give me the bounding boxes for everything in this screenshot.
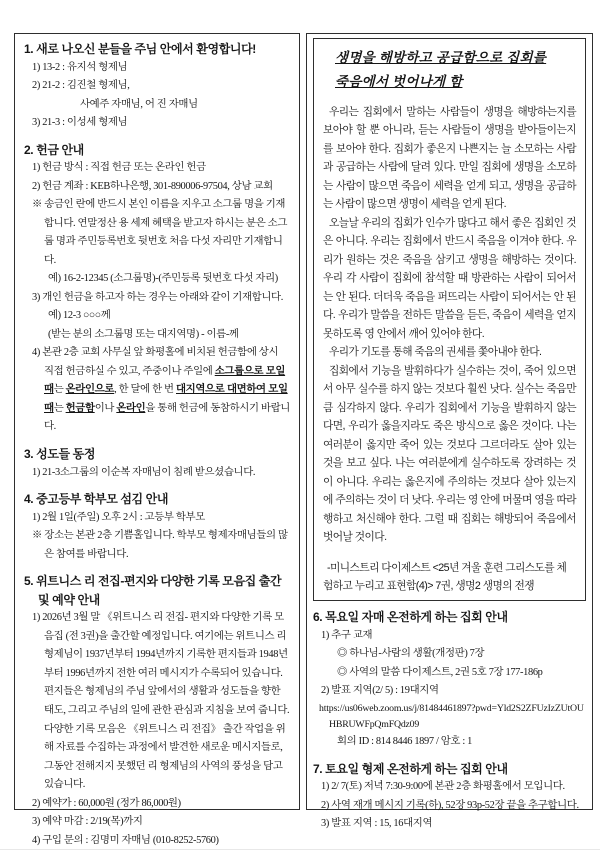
list-item: 1) 추구 교재	[321, 629, 373, 641]
excerpt-title-line1: 생명을 해방하고 공급함으로 집회를	[335, 50, 547, 65]
right-column-box	[306, 33, 593, 830]
section-welcome	[24, 40, 290, 133]
excerpt-paragraph: 오늘날 우리의 집회가 인수가 많다고 해서 좋은 집회인 것은 아니다. 우리는 집회에서 반드시 죽음을 이겨야 한다. 우리가 원하는 것은 죽음을 삼키고 생명을 해방하는 것이다. 우리 각 사람이 집회에 참석할 때 방관하는 사람이 되어서는 안 된다. 더더욱 죽음을 퍼뜨리는 사람이 되어서는 안 된다. 우리가 말씀을 전하든 말씀을 듣든, 죽음이 세력을 얻지 못하도록 영 안에서 깨어 있어야 한다.	[323, 216, 576, 340]
section-heading: 2. 헌금 안내	[24, 142, 84, 157]
list-item-continuation: 사예주 자매님, 어 진 자매님	[80, 98, 198, 110]
list-item: 2) 21-2 : 김진철 형제님,	[32, 80, 130, 92]
meeting-id-line: 회의 ID : 814 8446 1897 / 암호 : 1	[337, 736, 472, 748]
section-offering	[24, 141, 290, 437]
section-heading: 7. 토요일 형제 온전하게 하는 집회 안내	[313, 761, 508, 776]
list-item: 1) 2월 1일(주일) 오후 2시 : 고등부 학부모	[32, 511, 205, 523]
excerpt-title-line2: 죽음에서 벗어나게 함	[335, 74, 463, 90]
list-item: 1) 13-2 : 유지석 형제님	[32, 61, 128, 73]
list-item: 3) 예약 마감 : 2/19(목)까지	[32, 816, 143, 828]
example-line: 예) 16-2-12345 (소그룹명)-(주민등록 뒷번호 다섯 자리)	[48, 273, 278, 285]
section-thursday-sisters-meeting	[313, 608, 586, 751]
list-item: 1) 2026년 3월 말 《위트니스 리 전집- 편지와 다양한 기록 모음집 (전 3권)을 출간할 예정입니다. 여기에는 위트니스 리 형제님이 1937년부터 1994년까지 기록한 편지들과 1948년부터 1996년까지 전한 여러 메시지가 수록되어 있습니다. 편지들은 형제님의 주님 앞에서의 생활과 성도들을 향한 태도, 그리고 주님의 일에 관한 관심과 지침을 보여 줍니다. 다양한 기록 모음은 《위트니스 리 전집》 출간 작업을 위해 자료를 수집하는 과정에서 발견한 새로운 메시지들로, 그동안 전해지지 못했던 리 형제님의 사역의 풍성을 담고 있습니다.	[32, 612, 290, 791]
list-item: 2) 예약가 : 60,000원 (정가 86,000원)	[32, 797, 181, 809]
list-item: 4) 구입 문의 : 김명미 자매님 (010-8252-5760)	[32, 834, 219, 846]
section-heading: 3. 성도들 동정	[24, 446, 96, 461]
section-saints-news	[24, 445, 290, 482]
left-column-box	[14, 33, 300, 846]
list-item: 3) 발표 지역 : 15, 16대지역	[321, 818, 433, 830]
section-heading: 6. 목요일 자매 온전하게 하는 집회 안내	[313, 610, 508, 625]
ministry-excerpt-box	[313, 38, 586, 601]
excerpt-paragraph: 우리가 기도를 통해 죽음의 권세를 쫓아내야 한다.	[329, 346, 542, 359]
list-item: 3) 21-3 : 이성세 형제님	[32, 117, 128, 129]
excerpt-paragraph: 집회에서 기능을 발휘하다가 실수하는 것이, 죽어 있으면서 아무 실수를 하지 않는 것보다 훨씬 낫다. 실수는 죽음만큼 심각하지 않다. 우리가 집회에서 기능을 발휘하지 않는다면, 우리가 옳을지라도 죽은 방식으로 옳은 것이다. 나는 여러분이 옳지만 죽어 있는 것보다 그르더라도 살아 있는 것을 보고 싶다. 나는 여러분에게 실수하도록 장려하는 것이 아니다. 우리는 옳은지에 주의하는 것보다 살아 있는지에 주의하는 것이 더 낫다. 우리는 영 안에 머물며 영을 따라 행하고 처신해야 한다. 그럴 때 집회는 해방되어 죽음에서 벗어날 것이다.	[323, 364, 576, 544]
list-item-with-emphasis: 4) 본관 2층 교회 사무실 앞 화평홀에 비치된 헌금함에 상시 직접 헌금하실 수 있고, 주중이나 주일에 소그룹으로 모일 때는 온라인으로, 한 달에 한 번 대지역으로 대면하여 모일 때는 헌금함이나 온라인을 통해 헌금에 동참하시기 바랍니다.	[32, 347, 290, 433]
section-heading: 5. 위트니스 리 전집-편지와 다양한 기록 모음집 출간 및 예약 안내	[24, 574, 282, 607]
zoom-link-text: https://us06web.zoom.us/j/81484461897?pwd=Yld2S2ZFUzIzZUtOUHBRUWFpQmFQdz09	[319, 703, 584, 731]
section-book-preorder	[24, 572, 290, 850]
list-item: 2) 헌금 계좌 : KEB하나은행, 301-890006-97504, 상남 교회	[32, 180, 273, 192]
list-item: 1) 21-3소그룹의 이순복 자매님이 침례 받으셨습니다.	[32, 466, 256, 478]
example-line: (받는 분의 소그룹명 또는 대지역명) - 이름-께	[48, 328, 239, 340]
excerpt-paragraph: 우리는 집회에서 말하는 사람들이 생명을 해방하는지를 보아야 할 뿐 아니라, 듣는 사람들이 생명을 받아들이는지를 보아야 한다. 집회가 좋은지 나쁜지는 늘 소모하는 사람과 공급하는 사람에 달려 있다. 만일 집회에 생명을 소모하는 사람이 많으면 죽음이 세력을 얻게 되고, 생명을 공급하는 사람이 많으면 생명이 세력을 얻게 된다.	[323, 105, 576, 211]
list-item: 3) 개인 헌금을 하고자 하는 경우는 아래와 같이 기재합니다.	[32, 291, 283, 303]
section-parents-meeting	[24, 490, 290, 564]
section-heading: 4. 중고등부 학부모 섬김 안내	[24, 492, 169, 507]
list-item: 1) 헌금 방식 : 직접 헌금 또는 온라인 헌금	[32, 162, 206, 174]
example-line: 예) 12-3 ○○○께	[48, 310, 111, 322]
section-saturday-brothers-meeting	[313, 760, 586, 834]
list-item: 2) 사역 재개 메시지 기록(하), 52장 93p-52장 끝을 추구합니다.	[321, 799, 579, 811]
bullet-line: ◎ 하나님-사람의 생활(개정판) 7장	[337, 648, 485, 660]
excerpt-title	[323, 46, 576, 95]
section-heading: 1. 새로 나오신 분들을 주님 안에서 환영합니다!	[24, 42, 256, 56]
list-item: 2) 발표 지역(2/ 5) : 19대지역	[321, 685, 439, 697]
source-citation: -미니스트리 다이제스트 <25년 겨울 훈련 그리스도를 체험하고 누리고 표현함(4)> 7권, 생명2 생명의 전쟁	[323, 561, 567, 593]
bullet-line: ◎ 사역의 말씀 다이제스트, 2권 5호 7장 177-186p	[337, 666, 543, 678]
note-line: ※ 장소는 본관 2층 기쁨홀입니다. 학부모 형제자매님들의 많은 참여를 바랍니다.	[32, 530, 288, 560]
list-item: 1) 2/ 7(토) 저녁 7:30-9:00에 본관 2층 화평홀에서 모입니다.	[321, 781, 565, 793]
note-line: ※ 송금인 란에 반드시 본인 이름을 지우고 소그룹 명을 기재합니다. 연말정산 용 세제 혜택을 받고자 하시는 분은 소그룹 명과 주민등록번호 뒷번호 처음 다섯 자리만 기재합니다.	[32, 199, 288, 266]
